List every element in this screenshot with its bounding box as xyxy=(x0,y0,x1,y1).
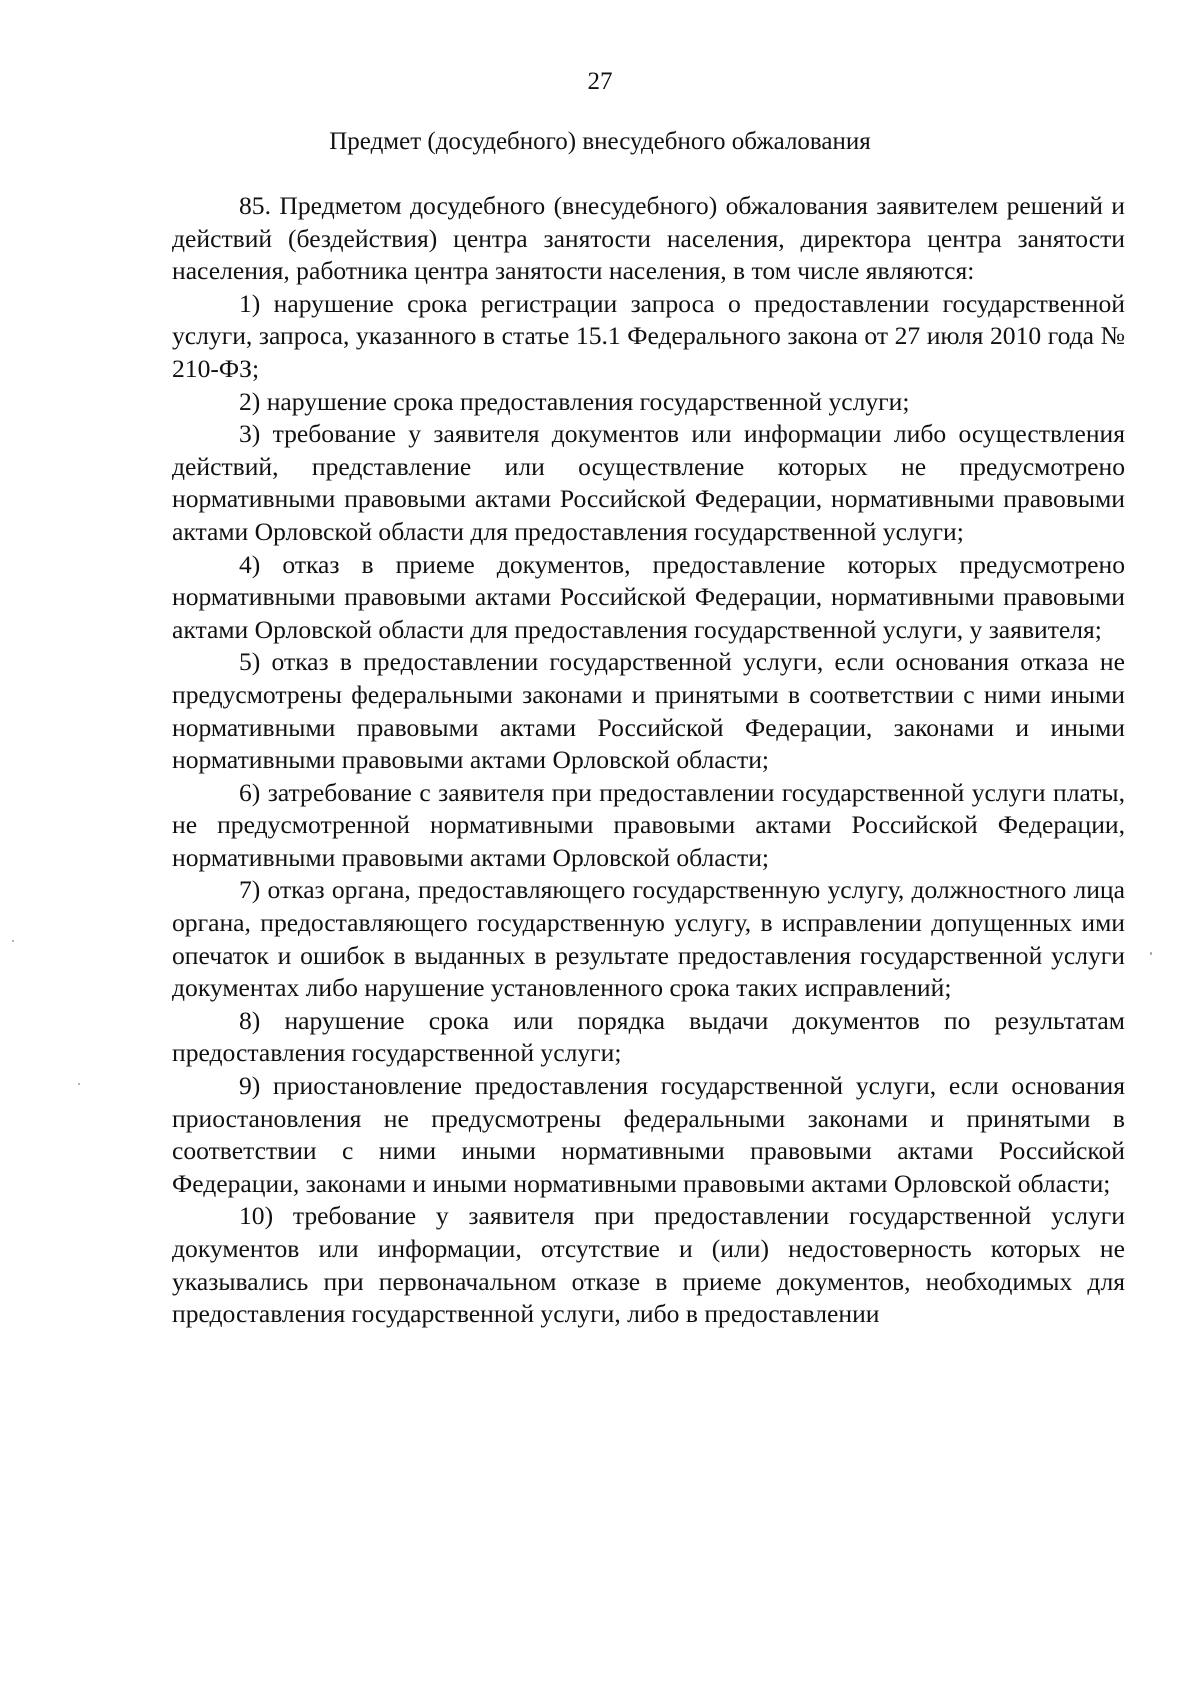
list-item-1: 1) нарушение срока регистрации запроса о предоставлении государственной услуги, запроса, указанного в статье 15.1 Федерального закона от 27 июля 2010 года № 210-ФЗ; xyxy=(172,288,1125,383)
document-body xyxy=(172,190,1125,1331)
scan-speck xyxy=(12,940,14,942)
list-item-8: 8) нарушение срока или порядка выдачи документов по результатам предоставления государственной услуги; xyxy=(172,1005,1125,1068)
list-item-10: 10) требование у заявителя при предоставлении государственной услуги документов или информации, отсутствие и (или) недостоверность которых не указывались при первоначальном отказе в приеме документов, необходимых для предоставления государственной услуги, либо в предоставлении xyxy=(172,1201,1125,1329)
list-item-2: 2) нарушение срока предоставления государственной услуги; xyxy=(239,386,910,416)
paragraph-85-intro: 85. Предметом досудебного (внесудебного) обжалования заявителем решений и действий (бездействия) центра занятости населения, директора центра занятости населения, работника центра занятости населения, в том числе являются: xyxy=(172,191,1125,286)
page-number: 27 xyxy=(587,68,613,95)
list-item-9: 9) приостановление предоставления государственной услуги, если основания приостановления не предусмотрены федеральными законами и принятыми в соответствии с ними иными нормативными правовыми актами Российской Федерации, законами и иными нормативными правовыми актами Орловской области; xyxy=(172,1071,1125,1198)
section-title: Предмет (досудебного) внесудебного обжалования xyxy=(329,128,871,155)
list-item-4: 4) отказ в приеме документов, предоставление которых предусмотрено нормативными правовыми актами Российской Федерации, нормативными правовыми актами Орловской области для предоставления государственной услуги, у заявителя; xyxy=(172,549,1125,644)
list-item-3: 3) требование у заявителя документов или информации либо осуществления действий, представление или осуществление которых не предусмотрено нормативными правовыми актами Российской Федерации, нормативными правовыми актами Орловской области для предоставления государственной услуги; xyxy=(172,419,1125,546)
scan-speck xyxy=(78,1083,80,1085)
scan-speck xyxy=(1150,952,1152,955)
list-item-6: 6) затребование с заявителя при предоставлении государственной услуги платы, не предусмотренной нормативными правовыми актами Российской Федерации, нормативными правовыми актами Орловской области; xyxy=(172,777,1125,872)
list-item-5: 5) отказ в предоставлении государственной услуги, если основания отказа не предусмотрены федеральными законами и принятыми в соответствии с ними иными нормативными правовыми актами Российской Федерации, законами и иными нормативными правовыми актами Орловской области; xyxy=(172,647,1125,775)
list-item-7: 7) отказ органа, предоставляющего государственную услугу, должностного лица органа, предоставляющего государственную услугу, в исправлении допущенных ими опечаток и ошибок в выданных в результате предоставления государственной услуги документах либо нарушение установленного срока таких исправлений; xyxy=(172,875,1125,1003)
